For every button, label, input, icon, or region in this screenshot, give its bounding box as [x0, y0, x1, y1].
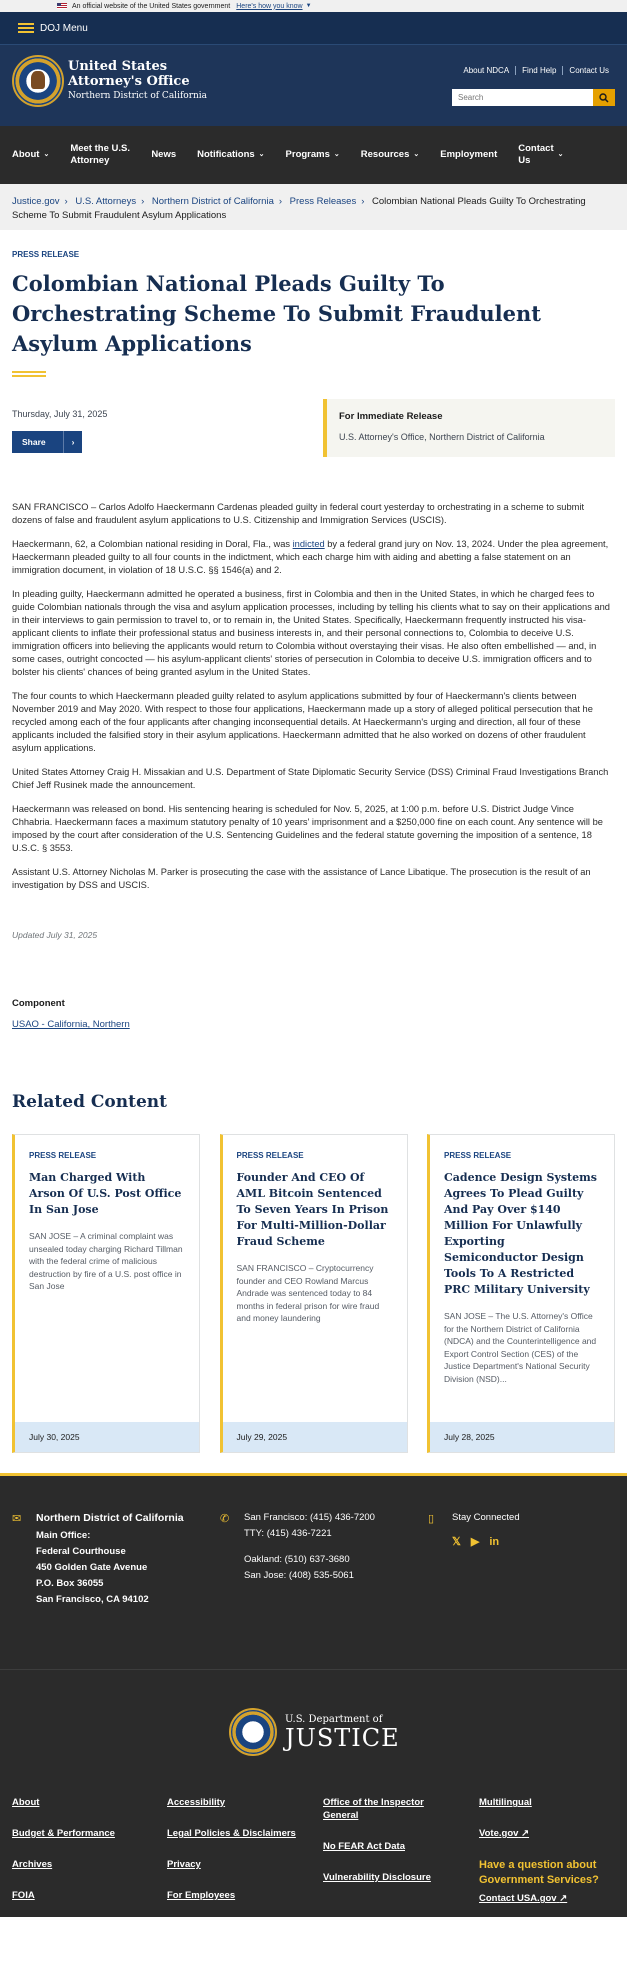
card-tag: PRESS RELEASE: [29, 1151, 97, 1160]
paragraph: SAN FRANCISCO – Carlos Adolfo Haeckermann Cardenas pleaded guilty in federal court yesterday to orchestrating in a scheme to submit dozens of false and fraudulent asylum applications to U.S. Citizenship and Immigration Services (USCIS).: [12, 502, 585, 525]
footer-link-employees[interactable]: For Employees: [167, 1890, 236, 1901]
related-cards: [12, 1134, 615, 1453]
phone-san-jose[interactable]: San Jose: (408) 535-5061: [244, 1570, 354, 1581]
vote-label: Vote.gov: [479, 1828, 519, 1839]
address-line: San Francisco, CA 94102: [36, 1594, 149, 1605]
chevron-down-icon: ⌄: [43, 151, 50, 158]
question-heading: Have a question about Government Services?: [479, 1859, 599, 1886]
article-body: [12, 501, 615, 892]
card-date: July 29, 2025: [223, 1422, 407, 1452]
paragraph: Assistant U.S. Attorney Nicholas M. Parker is prosecuting the case with the assistance of Lance Libatique. The prosecution is the result of an investigation by DSS and USCIS.: [12, 867, 591, 890]
search-icon: [599, 93, 609, 103]
breadcrumb: [0, 184, 627, 230]
phone-sf[interactable]: San Francisco: (415) 436-7200: [244, 1512, 375, 1523]
site-header: [0, 44, 627, 126]
util-link-about[interactable]: About NDCA: [463, 66, 510, 75]
footer-link-inspector-general[interactable]: Office of the Inspector General: [323, 1797, 424, 1821]
nav-label: Programs: [285, 149, 330, 160]
component-heading: Component: [12, 998, 65, 1009]
footer-social: [428, 1510, 520, 1550]
card-title[interactable]: Cadence Design Systems Agrees To Plead Guilty And Pay Over $140 Million For Unlawfully Exporting Semiconductor Design Tools To A Restricted PRC Military University: [444, 1171, 597, 1296]
footer-link-legal[interactable]: Legal Policies & Disclaimers: [167, 1828, 296, 1839]
gov-banner-text: An official website of the United States government: [72, 2, 231, 10]
text-span: by a federal grand jury on Nov. 13, 2024. Under the plea agreement, Haeckermann pleaded guilty to all four counts in the indictment, which each charge him with aiding and abetting a false statement on an immigration document, in violation of 18 U.S.C. §§ 1546(a) and 2.: [12, 539, 609, 575]
address-line: Main Office:: [36, 1530, 91, 1541]
breadcrumb-current: Colombian National Pleads Guilty To Orchestrating Scheme To Submit Fraudulent Asylum Applications: [12, 196, 586, 221]
card-title[interactable]: Founder And CEO Of AML Bitcoin Sentenced To Seven Years In Prison For Multi-Million-Dollar Fraud Scheme: [236, 1171, 389, 1248]
phone-tty[interactable]: TTY: (415) 436-7221: [244, 1528, 332, 1539]
card-date: July 28, 2025: [430, 1422, 614, 1452]
doj-seal-logo[interactable]: [12, 55, 64, 107]
footer-links-col2: [167, 1796, 296, 1920]
nav-label: Employment: [440, 149, 498, 160]
card-tag: PRESS RELEASE: [236, 1151, 304, 1160]
related-card[interactable]: [12, 1134, 200, 1453]
doj-menu-bar: [0, 12, 627, 44]
release-office: U.S. Attorney's Office, Northern District of California: [339, 432, 545, 442]
us-flag-icon: [57, 3, 67, 9]
breadcrumb-ndca[interactable]: Northern District of California: [151, 196, 274, 207]
mobile-icon: ▯: [428, 1513, 435, 1525]
chevron-down-icon: ⌄: [258, 151, 265, 158]
address-line: P.O. Box 36055: [36, 1578, 104, 1589]
card-summary: SAN JOSE – The U.S. Attorney's Office for the Northern District of California (NDCA) and the Counterintelligence and Export Control Section (CES) of the Justice Department's National Security Division (NSD)...: [444, 1311, 597, 1384]
card-summary: SAN JOSE – A criminal complaint was unsealed today charging Richard Tillman with the federal crime of malicious destruction by fire of a U.S. post office in San Jose: [29, 1231, 183, 1291]
mail-icon: ✉: [12, 1513, 22, 1525]
nav-about[interactable]: [12, 149, 49, 161]
footer-link-vulnerability[interactable]: Vulnerability Disclosure: [323, 1872, 431, 1883]
external-link-icon: ↗: [559, 1893, 568, 1904]
press-release-tag: PRESS RELEASE: [12, 250, 80, 259]
nav-employment[interactable]: [440, 149, 497, 161]
share-label: Share: [12, 431, 64, 453]
nav-label: Contact Us: [518, 143, 554, 166]
indicted-link[interactable]: indicted: [292, 539, 325, 549]
share-button[interactable]: [12, 431, 82, 453]
footer-link-budget[interactable]: Budget & Performance: [12, 1828, 115, 1839]
doj-wordmark-line1: U.S. Department of: [285, 1714, 383, 1725]
util-link-contact[interactable]: Contact Us: [562, 66, 615, 75]
footer-phones: [220, 1510, 375, 1584]
nav-resources[interactable]: [361, 149, 419, 161]
paragraph: Haeckermann was released on bond. His sentencing hearing is scheduled for Nov. 5, 2025, at 1:00 p.m. before U.S. District Judge Vince Chhabria. Haeckermann faces a maximum statutory penalty of 10 years' imprisonment and a $250,000 fine on each count. Any sentence will be imposed by the court after consideration of the U.S. Sentencing Guidelines and the federal statute governing the imposition of a sentence, 18 U.S.C. § 3553.: [12, 804, 603, 853]
gov-banner: [0, 0, 627, 12]
chevron-down-icon[interactable]: ▼: [305, 3, 312, 9]
contact-label: Contact USA.gov: [479, 1893, 557, 1904]
card-tag: PRESS RELEASE: [444, 1151, 512, 1160]
article-meta: [12, 399, 615, 457]
stay-connected-label: Stay Connected: [452, 1512, 520, 1523]
breadcrumb-press-releases[interactable]: Press Releases: [289, 196, 357, 207]
youtube-icon[interactable]: ▶: [470, 1536, 480, 1548]
doj-footer: [0, 1669, 627, 1917]
nav-contact[interactable]: [518, 143, 562, 167]
title-divider: [12, 371, 46, 377]
footer-link-privacy[interactable]: Privacy: [167, 1859, 201, 1870]
linkedin-icon[interactable]: in: [489, 1536, 500, 1548]
footer-address: [12, 1510, 184, 1608]
nav-label: Resources: [360, 149, 410, 160]
paragraph: United States Attorney Craig H. Missakian and U.S. Department of State Diplomatic Security Service (DSS) Criminal Fraud Investigations Branch Chief Jeff Rusinek made the announcement.: [12, 767, 609, 790]
card-title[interactable]: Man Charged With Arson Of U.S. Post Office In San Jose: [29, 1171, 182, 1216]
breadcrumb-us-attorneys[interactable]: U.S. Attorneys: [75, 196, 137, 207]
release-info-box: [323, 399, 615, 457]
chevron-right-icon: ›: [71, 437, 75, 447]
card-date: July 30, 2025: [15, 1422, 199, 1452]
chevron-right-icon: ›: [361, 196, 365, 207]
nav-label: About: [12, 149, 40, 160]
text-span: Haeckermann, 62, a Colombian national residing in Doral, Fla., was: [12, 539, 293, 549]
component-link[interactable]: USAO - California, Northern: [12, 1019, 130, 1030]
chevron-right-icon: ›: [278, 196, 283, 207]
doj-menu-button[interactable]: DOJ Menu: [40, 22, 88, 34]
updated-date: Updated July 31, 2025: [12, 930, 98, 940]
chevron-down-icon: ⌄: [413, 151, 420, 158]
x-twitter-icon[interactable]: 𝕏: [452, 1536, 461, 1548]
article-date: Thursday, July 31, 2025: [12, 409, 108, 419]
footer-links-col4: [479, 1796, 609, 1923]
nav-meet-attorney[interactable]: [70, 143, 130, 167]
office-name-line2: Attorney's Office: [68, 74, 190, 89]
nav-label: Meet the U.S. Attorney: [70, 143, 130, 166]
card-summary: SAN FRANCISCO – Cryptocurrency founder and CEO Rowland Marcus Andrade was sentenced today to 84 months in federal prison for wire fraud and money laundering: [236, 1263, 380, 1323]
chevron-down-icon: ⌄: [557, 151, 564, 158]
address-line: 450 Golden Gate Avenue: [36, 1562, 148, 1573]
phone-oakland[interactable]: Oakland: (510) 637-3680: [244, 1554, 350, 1565]
office-name[interactable]: [68, 59, 207, 103]
related-card[interactable]: [220, 1134, 408, 1453]
office-footer: [0, 1473, 627, 1669]
footer-link-vote[interactable]: [479, 1827, 609, 1840]
footer-link-no-fear[interactable]: No FEAR Act Data: [323, 1841, 405, 1852]
address-line: Federal Courthouse: [36, 1546, 126, 1557]
doj-wordmark[interactable]: [285, 1714, 400, 1751]
nav-label: News: [151, 149, 177, 160]
phone-icon: ✆: [220, 1513, 230, 1525]
page-title: Colombian National Pleads Guilty To Orchestrating Scheme To Submit Fraudulent Asylum Applications: [12, 271, 541, 356]
nav-programs[interactable]: [286, 149, 340, 161]
nav-label: Notifications: [197, 149, 255, 160]
paragraph: The four counts to which Haeckermann pleaded guilty related to asylum applications submitted by four of Haeckermann's clients between November 2019 and May 2020. With respect to those four applications, Haeckermann made up a story of alleged political persecution that he recycled among each of the four applicants after changing inconsequential details. At Haeckermann's urging and direction, all four of these applicants included the falsified story in their asylum applications. Haeckermann admitted that he also worked on dozens of other fraudulent asylum applications.: [12, 691, 593, 753]
doj-wordmark-line2: JUSTICE: [285, 1724, 400, 1752]
doj-seal-logo[interactable]: [229, 1708, 277, 1756]
paragraph: [12, 538, 615, 577]
release-heading: For Immediate Release: [339, 411, 443, 422]
main-content: [0, 250, 627, 1453]
footer-link-foia[interactable]: FOIA: [12, 1890, 35, 1901]
chevron-right-icon: ›: [64, 196, 68, 207]
external-link-icon: ↗: [521, 1828, 530, 1839]
related-card[interactable]: [427, 1134, 615, 1453]
footer-link-multilingual[interactable]: Multilingual: [479, 1797, 532, 1808]
office-name-line1: United States: [68, 59, 168, 74]
search-button[interactable]: [593, 89, 615, 106]
search-form: [452, 89, 615, 106]
footer-link-contact-usa[interactable]: [479, 1892, 609, 1905]
footer-links-col3: [323, 1796, 443, 1902]
breadcrumb-justice[interactable]: Justice.gov: [12, 196, 60, 207]
footer-link-accessibility[interactable]: Accessibility: [167, 1797, 226, 1808]
nav-notifications[interactable]: [197, 149, 264, 161]
utility-links: [457, 66, 615, 75]
chevron-down-icon: ⌄: [333, 151, 340, 158]
office-name-line3: Northern District of California: [68, 91, 208, 101]
util-link-find-help[interactable]: Find Help: [515, 66, 562, 75]
main-nav: [0, 126, 627, 184]
paragraph: In pleading guilty, Haeckermann admitted he operated a business, first in Colombia and then in the United States, in which he charged fees to guide Colombian nationals through the visa and asylum application processes, including by telling his clients what to say on their applications and in their interviews to gain permission to travel to, or to remain in, the United States. Specifically, Haeckermann frequently instructed his visa-applicant clients to inflate their professional status and business interests in, and their personal connections to, Colombia to deceive U.S. immigration officers into believing the applicants would return to Colombia without overstaying their visas. He also often embellished — and, in some cases, outright concocted — his asylum-applicant clients' stories of persecution in Colombia to deceive U.S. immigration officers and to bolster his clients' chances of being granted asylum in the United States.: [12, 589, 610, 677]
chevron-right-icon: ›: [141, 196, 145, 207]
heres-how-you-know-link[interactable]: Here's how you know: [236, 2, 303, 10]
footer-link-about[interactable]: About: [12, 1797, 40, 1808]
footer-links-col1: [12, 1796, 115, 1920]
menu-icon[interactable]: [18, 23, 34, 33]
related-content-heading: Related Content: [12, 1092, 168, 1112]
footer-office-name: Northern District of California: [36, 1512, 184, 1524]
footer-link-archives[interactable]: Archives: [12, 1859, 53, 1870]
nav-news[interactable]: [151, 149, 176, 161]
search-input[interactable]: [452, 89, 593, 106]
